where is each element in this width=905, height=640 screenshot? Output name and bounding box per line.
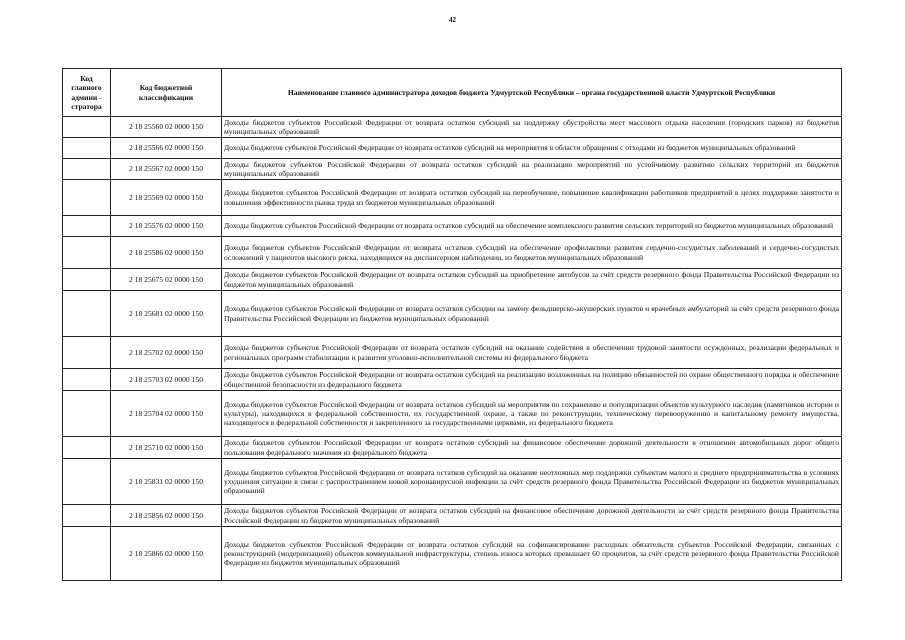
revenue-name-cell: Доходы бюджетов субъектов Российской Федерации от возврата остатков субсидий на обеспечение профилактики развития сердечно-сосудистых заболеваний и сердечно-сосудистых осложнений у пациентов высокого риска, находящихся на диспансерном наблюдении, из бюджетов муниципальных образований <box>222 237 842 269</box>
budget-code-cell: 2 18 25586 02 0000 150 <box>111 237 222 269</box>
admin-code-cell <box>63 369 111 391</box>
revenue-codes-table <box>62 68 842 581</box>
admin-code-cell <box>63 117 111 138</box>
header-name: Наименование главного администратора доходов бюджета Удмуртской Республики – органа государственной власти Удмуртской Республики <box>222 69 842 117</box>
admin-code-cell <box>63 391 111 437</box>
admin-code-cell <box>63 237 111 269</box>
revenue-name-cell: Доходы бюджетов субъектов Российской Федерации от возврата остатков субсидий на мероприятия по сохранению и популяризации объектов культурного наследия (памятников истории и культуры), находящихся в федеральной собственности, их государственной охране, а также по реконструкции, техническому перевооружению и капитальному ремонту имущества, находящегося в федеральной собственности и закрепленного за государственными церквами, из федерального бюджета <box>222 391 842 437</box>
table-row <box>63 391 842 437</box>
table-row <box>63 180 842 216</box>
revenue-name-cell: Доходы бюджетов субъектов Российской Федерации от возврата остатков субсидий на переобучение, повышение квалификации работников предприятий в целях поддержки занятости и повышения эффективности рынка труда из бюджетов муниципальных образований <box>222 180 842 216</box>
admin-code-cell <box>63 269 111 291</box>
revenue-name-cell: Доходы бюджетов субъектов Российской Федерации от возврата остатков субсидий на реализацию возложенных на полицию обязанностей по охране общественного порядка и обеспечение общественной безопасности из федерального бюджета <box>222 369 842 391</box>
budget-code-cell: 2 18 25710 02 0000 150 <box>111 437 222 459</box>
revenue-name-cell: Доходы бюджетов субъектов Российской Федерации от возврата остатков субсидий на приобретение автобусов за счёт средств резервного фонда Правительства Российской Федерации из бюджетов муниципальных образований <box>222 269 842 291</box>
revenue-name-cell: Доходы бюджетов субъектов Российской Федерации от возврата остатков субсидий на софинансирование расходных обязательств субъектов Российской Федерации, связанных с реконструкцией (модернизацией) объектов коммунальной инфраструктуры, степень износа которых превышает 60 процентов, за счёт средств резервного фонда Правительства Российской Федерации из бюджетов муниципальных образований <box>222 527 842 581</box>
page-number: 42 <box>449 16 456 24</box>
revenue-name-cell: Доходы бюджетов субъектов Российской Федерации от возврата остатков субсидий на поддержку обустройства мест массового отдыха населения (городских парков) из бюджетов муниципальных образований <box>222 117 842 138</box>
admin-code-cell <box>63 216 111 237</box>
table-row <box>63 505 842 527</box>
revenue-name-cell: Доходы бюджетов субъектов Российской Федерации от возврата остатков субсидий на реализацию мероприятий по устойчивому развитию сельских территорий из бюджетов муниципальных образований <box>222 159 842 180</box>
table-row <box>63 459 842 505</box>
table-row <box>63 437 842 459</box>
budget-code-cell: 2 18 25569 02 0000 150 <box>111 180 222 216</box>
admin-code-cell <box>63 291 111 337</box>
budget-code-cell: 2 18 25576 02 0000 150 <box>111 216 222 237</box>
budget-code-cell: 2 18 25681 02 0000 150 <box>111 291 222 337</box>
table-row <box>63 237 842 269</box>
revenue-name-cell: Доходы бюджетов субъектов Российской Федерации от возврата остатков субсидии на замену фельдшерско-акушерских пунктов и врачебных амбулаторий за счёт средств резервного фонда Правительства Российской Федерации из бюджетов муниципальных образований <box>222 291 842 337</box>
budget-code-cell: 2 18 25560 02 0000 150 <box>111 117 222 138</box>
budget-code-cell: 2 18 25703 02 0000 150 <box>111 369 222 391</box>
admin-code-cell <box>63 505 111 527</box>
budget-code-cell: 2 18 25866 02 0000 150 <box>111 527 222 581</box>
table-row <box>63 138 842 159</box>
table-row <box>63 117 842 138</box>
budget-code-cell: 2 18 25702 02 0000 150 <box>111 337 222 369</box>
budget-code-cell: 2 18 25856 02 0000 150 <box>111 505 222 527</box>
revenue-name-cell: Доходы бюджетов субъектов Российской Федерации от возврата остатков субсидий на финансовое обеспечение дорожной деятельности за счёт средств резервного фонда Правительства Российской Федерации из бюджетов муниципальных образований <box>222 505 842 527</box>
admin-code-cell <box>63 437 111 459</box>
budget-code-cell: 2 18 25704 02 0000 150 <box>111 391 222 437</box>
table-row <box>63 369 842 391</box>
admin-code-cell <box>63 337 111 369</box>
revenue-name-cell: Доходы бюджетов субъектов Российской Федерации от возврата остатков субсидий на оказание содействия в обеспечении трудовой занятости осужденных, реализации федеральных и региональных программ стабилизации и развития уголовно-исполнительной системы из федерального бюджета <box>222 337 842 369</box>
table-row <box>63 216 842 237</box>
table-row <box>63 291 842 337</box>
revenue-name-cell: Доходы бюджетов субъектов Российской Федерации от возврата остатков субсидий на оказание неотложных мер поддержки субъектам малого и среднего предпринимательства в условиях ухудшения ситуации в связи с распространением новой коронавирусной инфекции за счёт средств резервного фонда Правительства Российской Федерации из бюджетов муниципальных образований <box>222 459 842 505</box>
table-row <box>63 337 842 369</box>
header-budget-code: Код бюджетной классификации <box>111 69 222 117</box>
revenue-name-cell: Доходы бюджетов субъектов Российской Федерации от возврата остатков субсидий на финансовое обеспечение дорожной деятельности в отношении автомобильных дорог общего пользования федерального значения из федерального бюджета <box>222 437 842 459</box>
admin-code-cell <box>63 527 111 581</box>
revenue-name-cell: Доходы бюджетов субъектов Российской Федерации от возврата остатков субсидий на мероприятия в области обращения с отходами из бюджетов муниципальных образований <box>222 138 842 159</box>
table-row <box>63 269 842 291</box>
budget-code-cell: 2 18 25567 02 0000 150 <box>111 159 222 180</box>
revenue-name-cell: Доходы бюджетов субъектов Российской Федерации от возврата остатков субсидий на обеспечение комплексного развития сельских территорий из бюджетов муниципальных образований <box>222 216 842 237</box>
admin-code-cell <box>63 159 111 180</box>
admin-code-cell <box>63 459 111 505</box>
header-admin-code: Код главного админи - стратора <box>63 69 111 117</box>
budget-code-cell: 2 18 25675 02 0000 150 <box>111 269 222 291</box>
admin-code-cell <box>63 138 111 159</box>
admin-code-cell <box>63 180 111 216</box>
budget-code-cell: 2 18 25566 02 0000 150 <box>111 138 222 159</box>
table-row <box>63 527 842 581</box>
budget-code-cell: 2 18 25831 02 0000 150 <box>111 459 222 505</box>
table-header-row <box>63 69 842 117</box>
table-row <box>63 159 842 180</box>
